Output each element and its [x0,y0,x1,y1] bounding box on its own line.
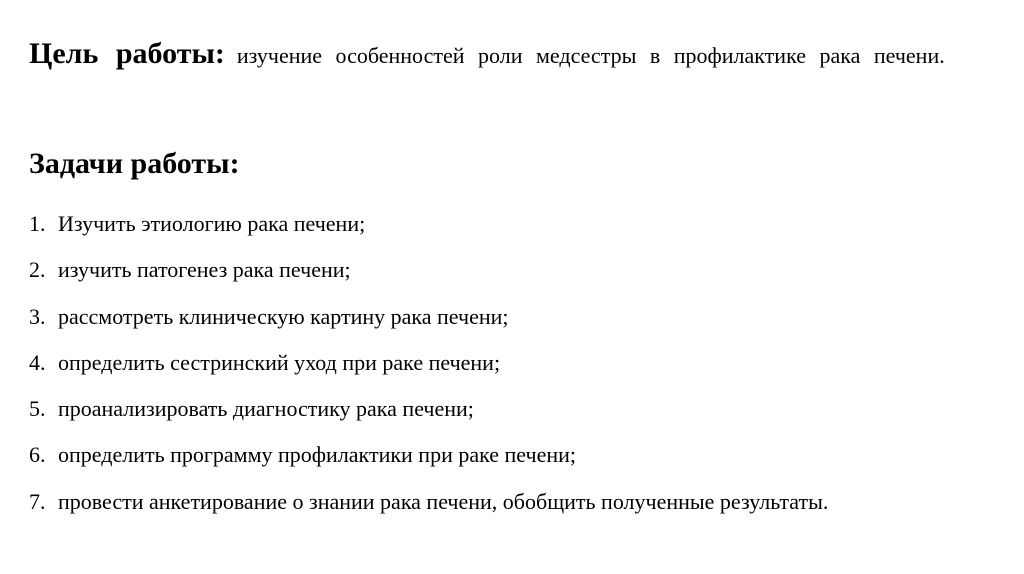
task-text: провести анкетирование о знании рака печени, обобщить полученные результаты. [58,488,829,514]
task-text: проанализировать диагностику рака печени; [58,396,474,422]
goal-text: изучение особенностей роли медсестры в профилактике рака печени. [236,43,945,68]
task-number: 2. [29,257,46,283]
task-item-4 [29,347,828,393]
task-item-5 [29,393,828,439]
task-text: рассмотреть клиническую картину рака печени; [58,303,509,329]
task-text: изучить патогенез рака печени; [58,257,351,283]
task-number: 4. [29,349,46,375]
task-number: 1. [29,211,46,236]
goal-heading: Цель работы: [29,37,225,70]
task-text: определить программу профилактики при раке печени; [58,442,576,468]
task-item-7 [29,486,828,532]
task-text: определить сестринский уход при раке печени; [58,349,501,375]
task-text: Изучить этиологию рака печени; [58,211,366,236]
tasks-heading: Задачи работы: [29,147,240,180]
task-list [29,208,828,532]
task-number: 7. [29,488,46,514]
task-number: 5. [29,396,46,422]
task-item-6 [29,439,828,485]
task-item-3 [29,301,828,347]
task-number: 6. [29,442,46,468]
goal-paragraph [29,28,986,82]
task-number: 3. [29,303,46,329]
task-item-2 [29,254,828,300]
task-item-1 [29,208,828,254]
